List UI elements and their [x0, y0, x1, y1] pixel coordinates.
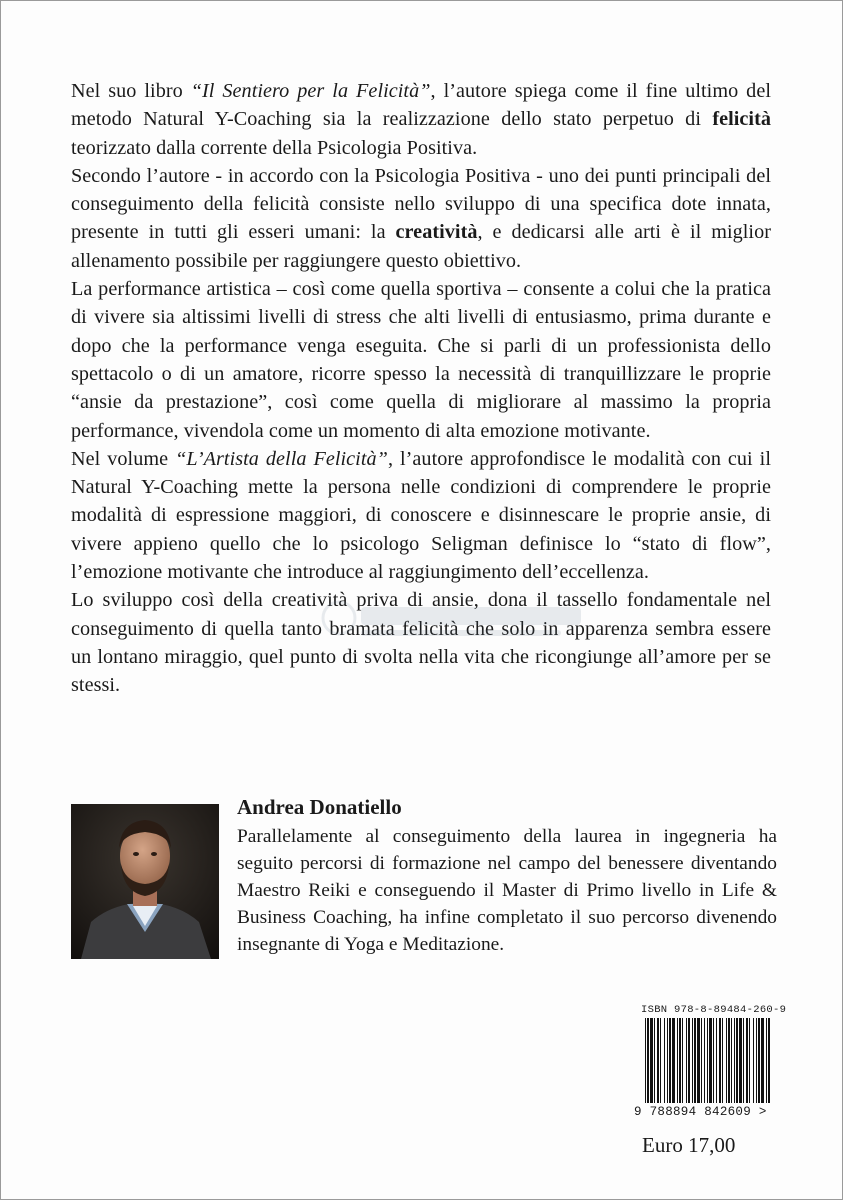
keyword-creativita: creatività	[395, 221, 478, 244]
barcode-bar	[701, 1018, 702, 1103]
barcode-bar	[722, 1018, 723, 1103]
synopsis-paragraph-2: Secondo l’autore - in accordo con la Psicologia Positiva - uno dei punti principali del conseguimento della felicità consiste nello sviluppo di una specifica dote innata, presente in tutti gli esseri umani: la creatività, e dedicarsi alle arti è il miglior allenamento possibile per raggiungere questo obiettivo.	[71, 164, 771, 272]
barcode-bar	[761, 1018, 764, 1103]
barcode-bar	[669, 1018, 671, 1103]
barcode-bar	[686, 1018, 687, 1103]
barcode-bar	[654, 1018, 655, 1103]
barcode-bar	[667, 1018, 668, 1103]
barcode-bar	[731, 1018, 732, 1103]
synopsis-paragraph-4: Nel volume “L’Artista della Felicità”, l’autore approfondisce le modalità con cui il Natural Y-Coaching mette la persona nelle condizioni di comprendere le proprie modalità di espressione maggiori, di conoscere e disinnescare le proprie ansie, di vivere appieno quello che lo psicologo Seligman definisce lo “stato di flow”, l’emozione motivante che introduce al raggiungimento dell’eccellenza.	[71, 447, 771, 584]
barcode-bar	[707, 1018, 708, 1103]
barcode-bar	[753, 1018, 754, 1103]
barcode-bar	[713, 1018, 714, 1103]
author-photo	[71, 804, 219, 959]
barcode-bar	[664, 1018, 665, 1103]
barcode-digits: 9 788894 842609 >	[634, 1105, 767, 1119]
barcode-bar	[704, 1018, 705, 1103]
barcode-bar	[736, 1018, 738, 1103]
book-title-ref: “Il Sentiero per la Felicità”	[190, 80, 431, 102]
barcode-bar	[660, 1018, 661, 1103]
barcode-bar	[734, 1018, 735, 1103]
barcode-bar	[749, 1018, 750, 1103]
watermark-logo	[319, 593, 589, 643]
barcode-bar	[672, 1018, 675, 1103]
barcode-bar	[688, 1018, 690, 1103]
isbn-barcode	[645, 1018, 771, 1103]
barcode-bar	[692, 1018, 693, 1103]
barcode-bar	[679, 1018, 681, 1103]
barcode-bar	[657, 1018, 659, 1103]
barcode-bar	[694, 1018, 696, 1103]
barcode-bar	[645, 1018, 646, 1103]
author-portrait-image	[71, 804, 219, 959]
price-label: Euro 17,00	[642, 1133, 736, 1157]
barcode-bar	[768, 1018, 770, 1103]
barcode-bar	[766, 1018, 767, 1103]
barcode-bar	[716, 1018, 717, 1103]
synopsis-paragraph-3: La performance artistica – così come quella sportiva – consente a colui che la pratica di vivere sia altissimi livelli di stress che alti livelli di entusiasmo, prima durante e dopo che la performance venga eseguita. Che si parli di un professionista dello spettacolo o di un amatore, ricorre spesso la necessità di tranquillizzare le proprie “ansie da prestazione”, così come quella di migliorare al massimo la propria performance, vivendola come un momento di alta emozione motivante.	[71, 278, 771, 442]
book-title-ref: “L’Artista della Felicità”	[175, 447, 388, 470]
barcode-bar	[726, 1018, 727, 1103]
keyword-felicita: felicità	[712, 108, 771, 131]
barcode-bar	[647, 1018, 649, 1103]
synopsis-paragraph-1: Nel suo libro “Il Sentiero per la Felicità”, l’autore spiega come il fine ultimo del metodo Natural Y-Coaching sia la realizzazione dello stato perpetuo di felicità teorizzato dalla corrente della Psicologia Positiva.	[71, 80, 771, 159]
author-name: Andrea Donatiello	[237, 795, 402, 819]
barcode-bar	[682, 1018, 683, 1103]
isbn-label: ISBN 978-8-89484-260-9	[641, 1004, 787, 1016]
barcode-bar	[697, 1018, 700, 1103]
barcode-bar	[709, 1018, 712, 1103]
synopsis-paragraph-5: Lo sviluppo così della creatività priva di ansie, dona il tassello fondamentale nel conseguimento di quella tanto bramata felicità che solo in apparenza sembra essere un lontano miraggio, quel punto di svolta nella vita che ricongiunge all’amore per se stessi.	[71, 589, 771, 697]
barcode-bar	[677, 1018, 678, 1103]
barcode-bar	[743, 1018, 744, 1103]
barcode-bar	[650, 1018, 653, 1103]
barcode-bar	[756, 1018, 757, 1103]
barcode-bar	[739, 1018, 742, 1103]
barcode-bar	[758, 1018, 760, 1103]
barcode-bar	[746, 1018, 748, 1103]
barcode-bar	[728, 1018, 730, 1103]
barcode-bar	[719, 1018, 721, 1103]
author-bio: Parallelamente al conseguimento della laurea in ingegneria ha seguito percorsi di formazione nel campo del benessere diventando Maestro Reiki e conseguendo il Master di Primo livello in Life & Business Coaching, ha infine completato il suo percorso divenendo insegnante di Yoga e Meditazione.	[237, 826, 777, 955]
